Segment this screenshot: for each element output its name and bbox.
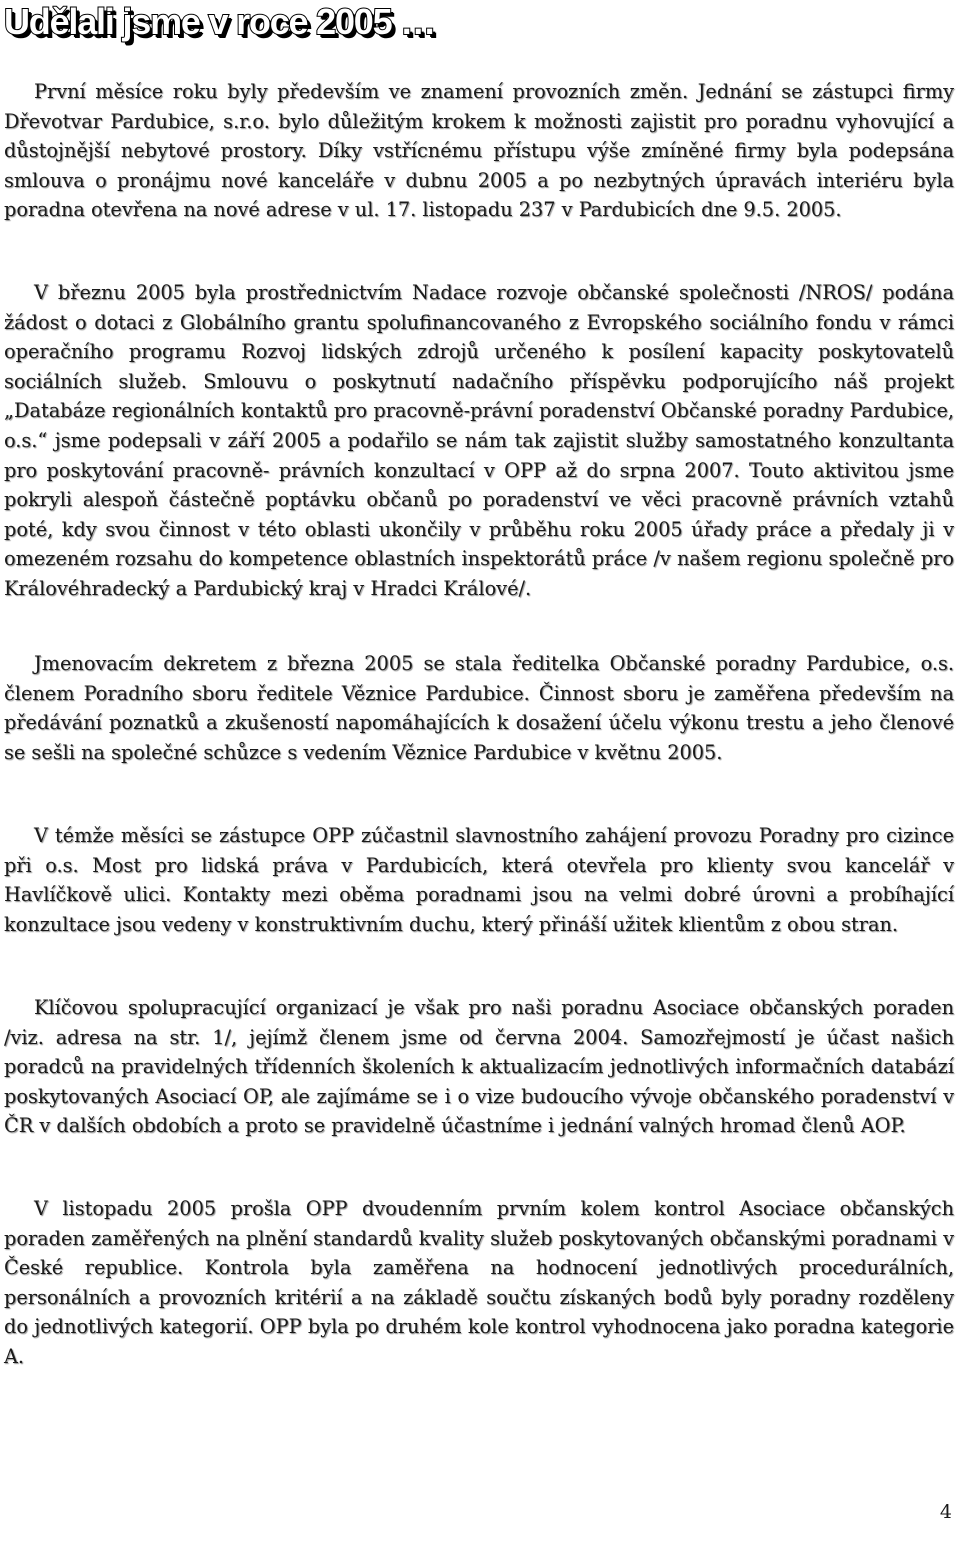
paragraph-association-cooperation: Klíčovou spolupracující organizací je však pro naši poradnu Asociace občanských poraden /viz. adresa na str. 1/, jejímž členem jsme od června 2004. Samozřejmostí je účast našich poradců na pravidelných třídenních školeních k aktualizacím jednotlivých informačních databází poskytovaných Asociací OP, ale zajímáme se i o vize budoucího vývoje občanského poradenství v ČR v dalších obdobích a proto se pravidelně účastníme i jednání valných hromad členů AOP. bbox=[4, 996, 954, 1138]
page-title: Udělali jsme v roce 2005 … bbox=[4, 1, 436, 42]
paragraph-foreigners-advice-centre: V témže měsíci se zástupce OPP zúčastnil slavnostního zahájení provozu Poradny pro cizince při o.s. Most pro lidská práva v Pardubicích, která otevřela pro klienty svou kancelář v Havlíčkově ulici. Kontakty mezi oběma poradnami jsou na velmi dobré úrovni a probíhající konzultace jsou vedeny v konstruktivním duchu, který přináší užitek klientům z obou stran. bbox=[4, 824, 954, 936]
paragraph-quality-inspection: V listopadu 2005 prošla OPP dvoudenním prvním kolem kontrol Asociace občanských poraden zaměřených na plnění standardů kvality služeb poskytovaných občanskými poradnami v České republice. Kontrola byla zaměřena na hodnocení jednotlivých procedurálních, personálních a provozních kritérií a na základě součtu získaných bodů byly poradny rozděleny do jednotlivých kategorií. OPP byla po druhém kole kontrol vyhodnocena jako poradna kategorie A. bbox=[4, 1197, 954, 1368]
paragraph-office-relocation: První měsíce roku byly především ve znamení provozních změn. Jednání se zástupci firmy Dřevotvar Pardubice, s.r.o. bylo důležitým krokem k možnosti zajistit pro poradnu vyhovující a důstojnější nebytové prostory. Díky vstřícnému přístupu výše zmíněné firmy byla podepsána smlouva o pronájmu nové kanceláře v dubnu 2005 a po nezbytných úpravách interiéru byla poradna otevřena na nové adrese v ul. 17. listopadu 237 v Pardubicích dne 9.5. 2005. bbox=[4, 80, 954, 222]
paragraph-prison-advisory-board: Jmenovacím dekretem z března 2005 se stala ředitelka Občanské poradny Pardubice, o.s. členem Poradního sboru ředitele Věznice Pardubice. Činnost sboru je zaměřena především na předávání poznatků a zkušeností napomáhajících k dosažení účelu výkonu trestu a jeho členové se sešli na společné schůzce s vedením Věznice Pardubice v květnu 2005. bbox=[4, 652, 954, 764]
paragraph-grant-application: V březnu 2005 byla prostřednictvím Nadace rozvoje občanské společnosti /NROS/ podána žádost o dotaci z Globálního grantu spolufinancovaného z Evropského sociálního fondu v rámci operačního programu Rozvoj lidských zdrojů určeného k posílení kapacity poskytovatelů sociálních služeb. Smlouvu o poskytnutí nadačního příspěvku podporujícího náš projekt „Databáze regionálních kontaktů pro pracovně-právní poradenství Občanské poradny Pardubice, o.s.“ jsme podepsali v září 2005 a podařilo se nám tak zajistit služby samostatného konzultanta pro poskytování pracovně- právních konzultací v OPP až do srpna 2007. Touto aktivitou jsme pokryli alespoň částečně poptávku občanů po poradenství ve věci pracovně právních vztahů poté, kdy svou činnost v této oblasti ukončily v průběhu roku 2005 úřady práce a předaly ji v omezeném rozsahu do kompetence oblastních inspektorátů práce /v našem regionu společně pro Královéhradecký a Pardubický kraj v Hradci Králové/. bbox=[4, 281, 954, 600]
page-number: 4 bbox=[939, 1501, 952, 1523]
